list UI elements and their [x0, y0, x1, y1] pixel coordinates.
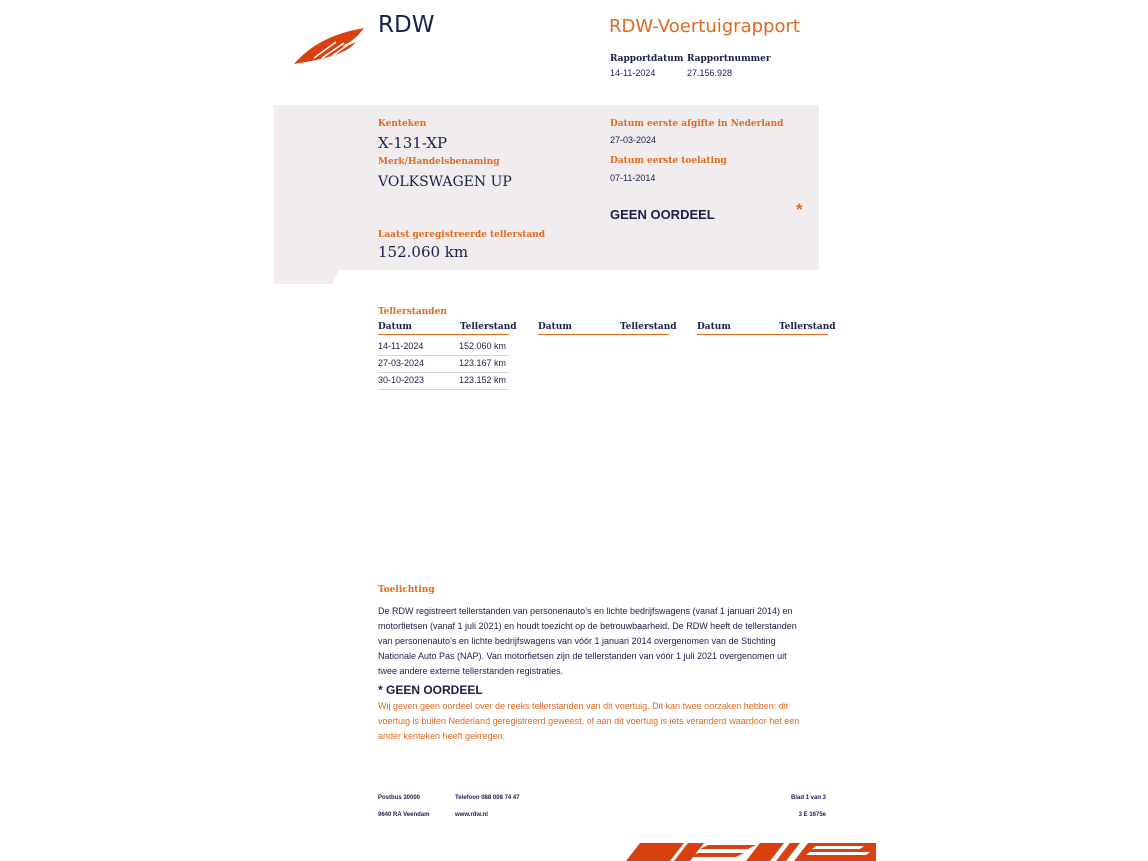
- readings-header-line-2: [538, 334, 669, 335]
- plate-value: X-131-XP: [378, 134, 448, 152]
- org-name: RDW: [378, 12, 435, 38]
- readings-col-date-1: Datum: [378, 322, 412, 332]
- odometer-label: Laatst geregistreerde tellerstand: [378, 230, 546, 240]
- explanation-line: twee andere externe tellerstanden registraties.: [378, 666, 564, 676]
- readings-row-value: 152.060 km: [459, 341, 507, 351]
- footer-website: www.rdw.nl: [455, 812, 488, 818]
- readings-col-reading-1: Tellerstand: [460, 322, 517, 332]
- first-nl-label: Datum eerste afgifte in Nederland: [610, 119, 784, 129]
- odometer-value: 152.060 km: [378, 243, 469, 261]
- footer-code: 3 E 1675e: [798, 812, 826, 818]
- first-nl-value: 27-03-2024: [610, 135, 657, 145]
- judgement-asterisk: *: [796, 200, 803, 219]
- readings-col-reading-2: Tellerstand: [620, 322, 677, 332]
- rdw-logo-icon: [292, 24, 368, 66]
- readings-row-date: 30-10-2023: [378, 375, 425, 385]
- judgement-badge: GEEN OORDEEL: [610, 207, 715, 222]
- explanation-line: De RDW registreert tellerstanden van personenauto’s en lichte bedrijfswagens (vanaf 1 januari 2014) en: [378, 606, 793, 616]
- first-admission-value: 07-11-2014: [610, 173, 656, 183]
- judgement-line: voertuig is buiten Nederland geregistreerd geweest, of aan dit voertuig is iets veranderd waardoor het een: [378, 716, 800, 726]
- plate-label: Kenteken: [378, 119, 427, 129]
- readings-col-date-3: Datum: [697, 322, 731, 332]
- readings-row-value: 123.152 km: [459, 375, 507, 385]
- explanation-text: [378, 604, 838, 679]
- decorative-stripes-icon: [624, 843, 876, 861]
- footer-city: 9640 RA Veendam: [378, 812, 430, 818]
- explanation-line: van personenauto’s en lichte bedrijfswagens van vóór 1 januari 2014 overgenomen van de Stichting: [378, 636, 776, 646]
- report-date-value: 14-11-2024: [610, 68, 656, 78]
- report-title: RDW-Voertuigrapport: [609, 16, 800, 37]
- first-admission-label: Datum eerste toelating: [610, 156, 727, 166]
- make-label: Merk/Handelsbenaming: [378, 157, 500, 167]
- readings-row-value: 123.167 km: [459, 358, 507, 368]
- readings-col-reading-3: Tellerstand: [779, 322, 836, 332]
- report-number-value: 27.156.928: [687, 68, 733, 78]
- explanation-line: motorfietsen (vanaf 1 juli 2021) en houdt toezicht op de betrouwbaarheid. De RDW heeft de tellerstanden: [378, 621, 797, 631]
- readings-row-separator: [378, 389, 509, 390]
- explanation-title: Toelichting: [378, 585, 435, 595]
- readings-header-line-3: [697, 334, 828, 335]
- readings-row-separator: [378, 355, 509, 356]
- readings-title: Tellerstanden: [378, 307, 447, 317]
- judgement-text: [378, 699, 838, 744]
- readings-row-date: 27-03-2024: [378, 358, 425, 368]
- footer-po-box: Postbus 30000: [378, 795, 421, 801]
- judgement-line: ander kenteken heeft gekregen.: [378, 731, 506, 741]
- vehicle-panel-tab: [274, 268, 340, 284]
- readings-row-separator: [378, 372, 509, 373]
- judgement-line: Wij geven geen oordeel over de reeks tellerstanden van dit voertuig. Dit kan twee oorzaken hebben: dit: [378, 701, 789, 711]
- vehicle-panel: [274, 105, 819, 270]
- make-value: VOLKSWAGEN UP: [378, 174, 512, 190]
- judgement-heading: * GEEN OORDEEL: [378, 683, 483, 697]
- report-number-label: Rapportnummer: [687, 54, 771, 64]
- readings-row-date: 14-11-2024: [378, 341, 424, 351]
- readings-col-date-2: Datum: [538, 322, 572, 332]
- report-date-label: Rapportdatum: [610, 54, 684, 64]
- footer-phone: Telefoon 088 008 74 47: [455, 795, 520, 801]
- explanation-line: Nationale Auto Pas (NAP). Van motorfietsen zijn de tellerstanden van vóór 1 juli 2021 overgenomen uit: [378, 651, 787, 661]
- readings-header-line-1: [378, 334, 509, 335]
- footer-page-number: Blad 1 van 3: [790, 795, 826, 801]
